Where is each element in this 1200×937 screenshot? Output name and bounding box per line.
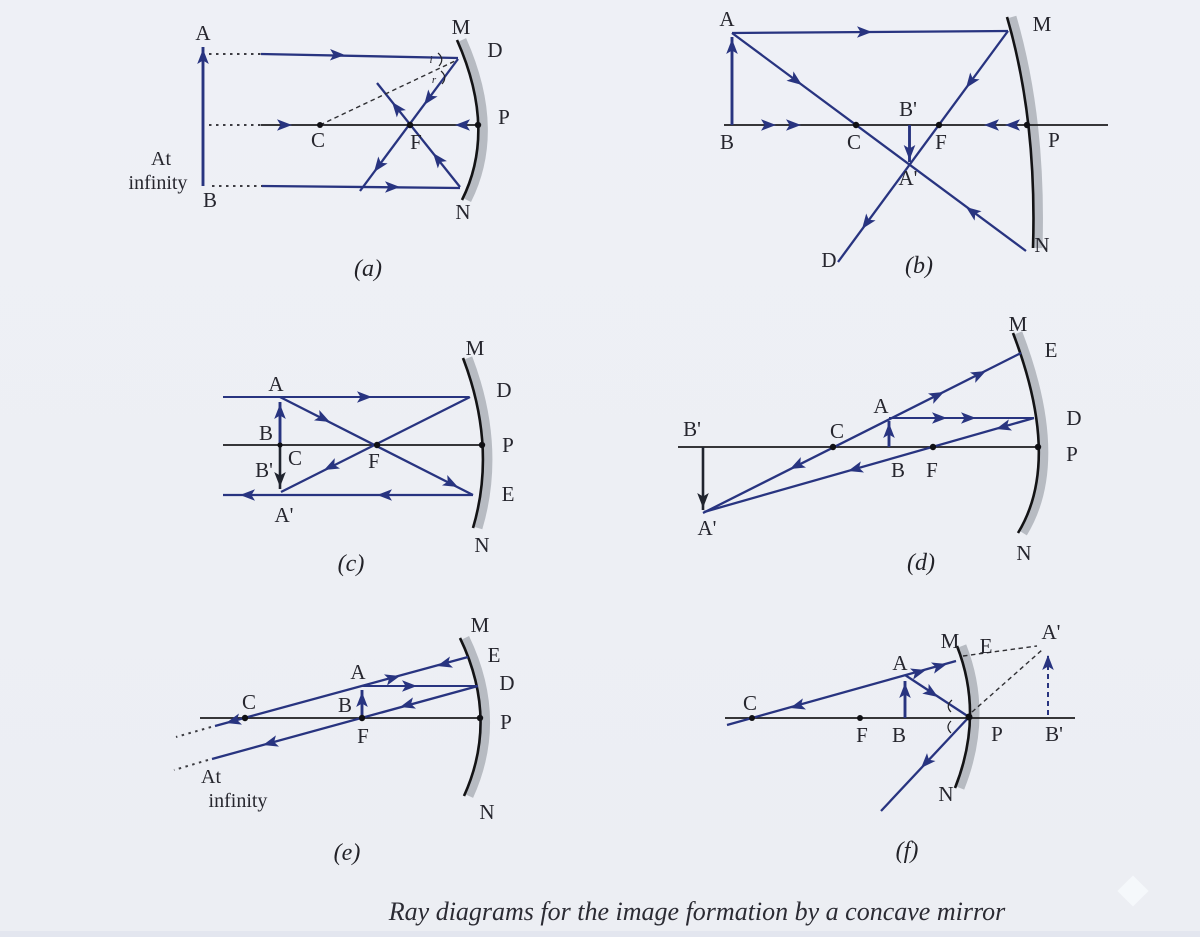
label-c-Ap: A' <box>274 503 294 527</box>
label-d-N: N <box>1016 541 1032 565</box>
panel-b <box>719 7 1108 279</box>
label-b-Bp: B' <box>899 97 917 121</box>
label-d-M: M <box>1008 312 1028 336</box>
label-f-B: B <box>891 723 907 747</box>
dashed-ext-pole-f <box>972 650 1042 712</box>
label-a-N: N <box>455 200 471 224</box>
arrowhead-icon <box>314 410 333 427</box>
label-b-A: A <box>719 7 735 31</box>
arrowhead-icon <box>994 419 1012 434</box>
label-a-at: At <box>151 148 171 170</box>
panel-f-caption: (f) <box>895 838 919 864</box>
label-f-F: F <box>856 723 868 747</box>
label-a-D: D <box>487 38 503 62</box>
reflected-ray-DFA-d <box>704 418 1034 512</box>
arrowhead-icon <box>321 458 340 475</box>
panel-b-caption: (b) <box>905 253 933 279</box>
ray-through-C-d <box>703 353 1021 513</box>
point-C-c <box>277 442 282 447</box>
point-C-e <box>242 715 248 721</box>
label-a-r: r <box>431 74 437 86</box>
label-d-E: E <box>1044 338 1058 362</box>
dotted-ext-C-e <box>176 727 211 737</box>
point-P-a <box>475 122 481 128</box>
label-a-F: F <box>410 130 422 154</box>
label-e-E: E <box>487 643 501 667</box>
label-d-C: C <box>829 419 845 443</box>
label-f-Ap: A' <box>1041 620 1061 644</box>
panel-c-caption: (c) <box>337 551 365 577</box>
point-pole-f <box>966 714 973 721</box>
label-b-N: N <box>1034 233 1050 257</box>
label-f-A: A <box>892 651 908 675</box>
panel-a-caption: (a) <box>354 256 382 282</box>
label-e-D: D <box>499 671 515 695</box>
arrowhead-icon <box>398 697 416 712</box>
label-b-D: D <box>821 248 837 272</box>
label-a-M: M <box>451 15 471 39</box>
label-f-M: M <box>940 629 960 653</box>
figure-caption: Ray diagrams for the image formation by a concave mirror <box>388 897 1006 926</box>
label-c-N: N <box>474 533 490 557</box>
label-d-Bp: B' <box>683 417 701 441</box>
point-C-b <box>853 122 859 128</box>
label-a-i: i <box>429 54 433 66</box>
arrowhead-icon <box>922 684 941 702</box>
label-e-B: B <box>337 693 353 717</box>
label-a-P: P <box>498 105 510 129</box>
arrowhead-icon <box>970 366 989 383</box>
panel-e-caption: (e) <box>333 840 361 866</box>
panel-a <box>129 15 510 282</box>
label-e-infinity: infinity <box>208 790 268 812</box>
point-P-d <box>1035 444 1041 450</box>
panel-c <box>223 336 514 577</box>
panel-e <box>174 613 515 866</box>
point-F-d <box>930 444 936 450</box>
label-d-A: A <box>873 394 889 418</box>
label-f-Bp: B' <box>1045 722 1063 746</box>
label-b-Ap: A' <box>898 166 918 190</box>
label-e-at: At <box>201 766 221 788</box>
point-P-b <box>1024 122 1030 128</box>
arrowhead-icon <box>928 387 947 404</box>
arrowhead-icon <box>261 735 279 750</box>
label-f-C: C <box>742 691 758 715</box>
panel-d-caption: (d) <box>907 550 935 576</box>
page-bottom-edge <box>0 931 1200 937</box>
point-P-c <box>479 442 485 448</box>
angle-i-arc <box>438 53 442 66</box>
label-d-F: F <box>926 458 938 482</box>
point-F-c <box>374 442 380 448</box>
label-e-M: M <box>470 613 490 637</box>
label-d-B: B <box>890 458 906 482</box>
label-d-D: D <box>1066 406 1082 430</box>
arrowhead-icon <box>224 713 242 728</box>
label-e-A: A <box>350 660 366 684</box>
incident-ray-bottom-a <box>262 186 460 188</box>
incident-ray-top-a <box>261 54 458 58</box>
label-b-B: B <box>719 130 735 154</box>
label-b-M: M <box>1032 12 1052 36</box>
point-C-f <box>749 715 755 721</box>
label-b-C: C <box>846 130 862 154</box>
arrowhead-icon <box>442 475 461 492</box>
point-F-b <box>936 122 942 128</box>
label-f-P: P <box>991 722 1003 746</box>
label-a-infinity: infinity <box>128 172 188 194</box>
label-c-D: D <box>496 378 512 402</box>
point-C-d <box>830 444 836 450</box>
label-c-Bp: B' <box>255 458 273 482</box>
label-b-P: P <box>1048 128 1060 152</box>
label-e-C: C <box>241 690 257 714</box>
label-a-A: A <box>195 21 211 45</box>
label-d-Ap: A' <box>697 516 717 540</box>
label-c-E: E <box>501 482 515 506</box>
label-e-N: N <box>479 800 495 824</box>
label-d-P: P <box>1066 442 1078 466</box>
arrowhead-icon <box>931 658 949 673</box>
panel-f <box>725 620 1075 864</box>
label-c-C: C <box>287 446 303 470</box>
label-c-P: P <box>502 433 514 457</box>
label-c-M: M <box>465 336 485 360</box>
label-f-N: N <box>938 782 954 806</box>
label-c-F: F <box>368 449 380 473</box>
equal-angle-arc-lower <box>948 721 951 733</box>
point-P-e <box>477 715 483 721</box>
arrowhead-icon <box>384 670 402 685</box>
label-e-P: P <box>500 710 512 734</box>
point-F-f <box>857 715 863 721</box>
label-b-F: F <box>935 130 947 154</box>
watermark-diamond <box>1117 875 1148 906</box>
label-c-A: A <box>268 372 284 396</box>
point-F-e <box>359 715 365 721</box>
dashed-ext-E-f <box>963 646 1037 656</box>
arrowhead-icon <box>846 461 864 476</box>
label-e-F: F <box>357 724 369 748</box>
arrowhead-icon <box>787 457 806 474</box>
label-f-E: E <box>979 634 993 658</box>
panel-d <box>678 312 1082 576</box>
point-F-a <box>407 122 413 128</box>
label-c-B: B <box>258 421 274 445</box>
label-a-B: B <box>202 188 218 212</box>
arrowhead-icon <box>961 72 979 91</box>
normal-CD-dashed-a <box>320 61 455 125</box>
label-a-C: C <box>310 128 326 152</box>
